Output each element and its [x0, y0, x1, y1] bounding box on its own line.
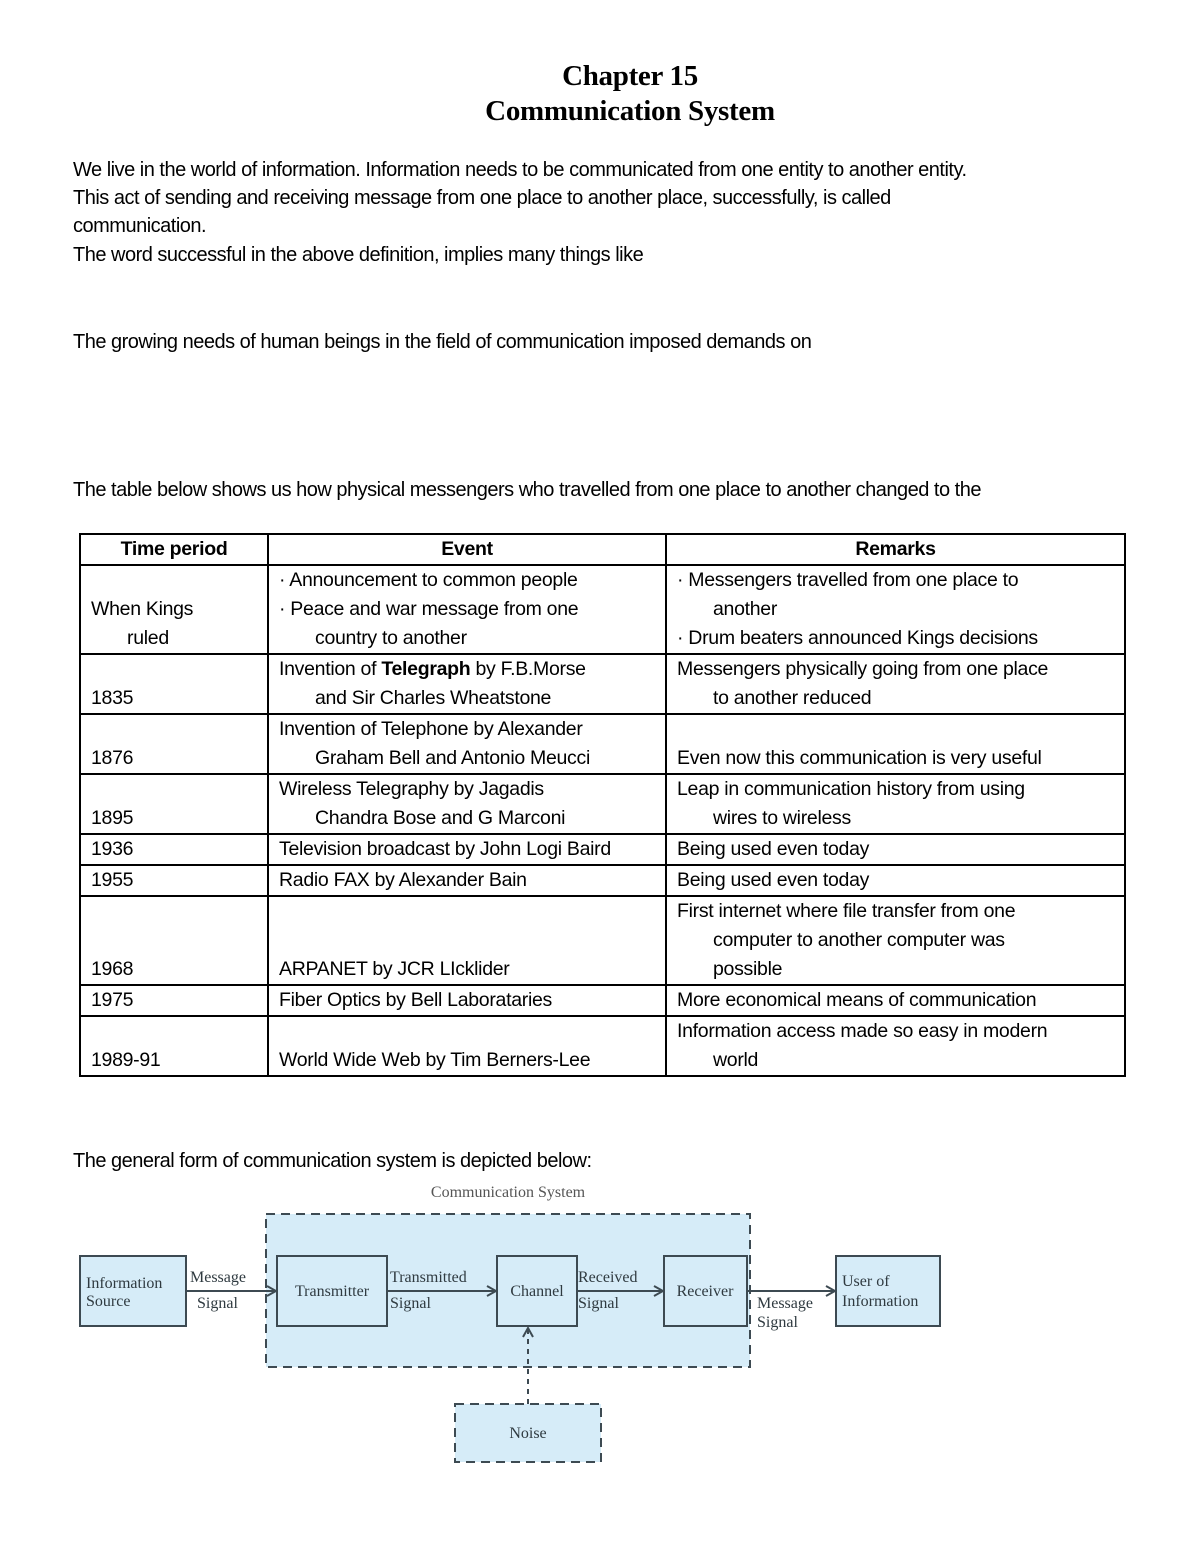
svg-text:Transmitter: Transmitter	[294, 1283, 370, 1300]
cell-period: 1876	[80, 714, 268, 774]
cell-event: ARPANET by JCR LIcklider	[268, 896, 666, 985]
cell-remarks: Leap in communication history from using wires to wireless	[666, 774, 1125, 834]
cell-period: 1955	[80, 865, 268, 896]
intro-paragraph-line-2: This act of sending and receiving message from one place to another place, successfully, is called	[73, 187, 891, 209]
svg-text:Channel: Channel	[510, 1283, 564, 1300]
svg-text:Signal: Signal	[757, 1314, 798, 1331]
svg-text:Information: Information	[86, 1275, 163, 1292]
svg-text:Noise: Noise	[509, 1425, 547, 1442]
cell-event: Television broadcast by John Logi Baird	[268, 834, 666, 865]
cell-remarks: · Messengers travelled from one place to another · Drum beaters announced Kings decisions	[666, 565, 1125, 654]
diagram-title: Communication System	[430, 1184, 586, 1201]
cell-event: · Announcement to common people · Peace and war message from one country to another	[268, 565, 666, 654]
svg-text:Message: Message	[190, 1269, 246, 1286]
svg-text:Signal: Signal	[197, 1295, 238, 1312]
svg-text:Transmitted: Transmitted	[390, 1269, 467, 1286]
telegraph-bold: Telegraph	[381, 658, 471, 680]
cell-period: 1936	[80, 834, 268, 865]
cell-event: World Wide Web by Tim Berners-Lee	[268, 1016, 666, 1076]
svg-text:Signal: Signal	[578, 1295, 619, 1312]
cell-remarks: More economical means of communication	[666, 985, 1125, 1016]
cell-event: Radio FAX by Alexander Bain	[268, 865, 666, 896]
table-intro-paragraph: The table below shows us how physical messengers who travelled from one place to another changed to the	[73, 479, 981, 501]
cell-event: Fiber Optics by Bell Laborataries	[268, 985, 666, 1016]
header-event: Event	[268, 534, 666, 565]
svg-text:Signal: Signal	[390, 1295, 431, 1312]
intro-paragraph-line-3: communication.	[73, 215, 207, 237]
cell-remarks: Messengers physically going from one place to another reduced	[666, 654, 1125, 714]
chapter-title: Communication System	[485, 95, 775, 127]
cell-remarks: First internet where file transfer from one computer to another computer was possible	[666, 896, 1125, 985]
chapter-number: Chapter 15	[562, 60, 698, 92]
svg-text:Receiver: Receiver	[676, 1283, 734, 1300]
cell-remarks: Information access made so easy in modern world	[666, 1016, 1125, 1076]
cell-period: 1835	[80, 654, 268, 714]
growing-needs-paragraph: The growing needs of human beings in the field of communication imposed demands on	[73, 331, 812, 353]
cell-period: When Kings ruled	[80, 565, 268, 654]
cell-event: Invention of Telegraph by F.B.Morse and Sir Charles Wheatstone	[268, 654, 666, 714]
cell-period: 1895	[80, 774, 268, 834]
svg-text:Information: Information	[842, 1293, 919, 1310]
svg-text:Message: Message	[757, 1295, 813, 1312]
user-of-information-block	[836, 1256, 940, 1326]
cell-remarks: Being used even today	[666, 834, 1125, 865]
cell-event: Invention of Telephone by Alexander Graham Bell and Antonio Meucci	[268, 714, 666, 774]
svg-text:Received: Received	[578, 1269, 638, 1286]
cell-period: 1968	[80, 896, 268, 985]
svg-text:Source: Source	[86, 1293, 131, 1310]
cell-period: 1975	[80, 985, 268, 1016]
header-remarks: Remarks	[666, 534, 1125, 565]
cell-remarks: Even now this communication is very useful	[666, 714, 1125, 774]
cell-remarks: Being used even today	[666, 865, 1125, 896]
header-time-period: Time period	[80, 534, 268, 565]
successful-paragraph: The word successful in the above definition, implies many things like	[73, 244, 644, 266]
intro-paragraph-line-1: We live in the world of information. Information needs to be communicated from one entity to another entity.	[73, 159, 967, 181]
svg-text:User of: User of	[842, 1273, 890, 1290]
cell-event: Wireless Telegraphy by Jagadis Chandra Bose and G Marconi	[268, 774, 666, 834]
cell-period: 1989-91	[80, 1016, 268, 1076]
diagram-intro-paragraph: The general form of communication system is depicted below:	[73, 1150, 592, 1172]
